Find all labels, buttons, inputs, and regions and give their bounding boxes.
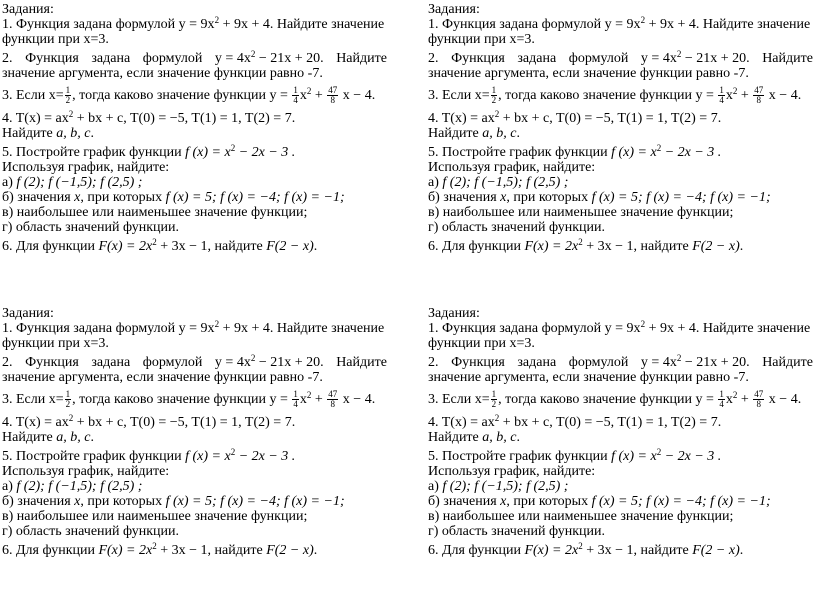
task-5a: а) f (2); f (−1,5); f (2,5) ; <box>2 479 143 494</box>
fraction: $\frac{47}{8}$ <box>328 85 338 106</box>
task-5d: г) область значений функции. <box>2 220 179 235</box>
task-6: 6. Для функции $F(x) = 2x^2 + 3x - 1$, найдите F(2 − x). <box>428 237 744 254</box>
fraction: $\frac{47}{8}$ <box>328 389 338 410</box>
task-4-cont: Найдите a, b, c. <box>2 126 94 141</box>
fraction: $\frac{1}{4}$ <box>719 85 724 106</box>
formula: $y = 9x^2 + 9x + 4$ <box>604 15 696 32</box>
fraction: $\frac{1}{4}$ <box>293 85 298 106</box>
task-5c: в) наибольшее или наименьшее значение функции; <box>2 509 308 524</box>
task-2: 2. Функция задана формулой $y = 4x^2 - 21x + 20$. Найдите <box>2 49 387 66</box>
task-4: 4. $T(x) = ax^2$ + bx + c, T(0) = −5, T(1) = 1, T(2) = 7. <box>428 109 722 126</box>
task-5c: в) наибольшее или наименьшее значение функции; <box>428 205 734 220</box>
fraction: $\frac{1}{2}$ <box>491 389 497 410</box>
task-3: 3. Если x= $\frac{1}{2}$ , тогда каково значение функции y = $\frac{1}{4}$ $x^2$ + $\frac{47}{8}$ x − 4. <box>428 85 802 106</box>
task-4-cont: Найдите a, b, c. <box>428 126 520 141</box>
task-5c: в) наибольшее или наименьшее значение функции; <box>428 509 734 524</box>
fraction: $\frac{47}{8}$ <box>754 389 764 410</box>
formula: $y = 9x^2 + 9x + 4$ <box>178 15 270 32</box>
task-block-2 <box>428 2 813 254</box>
task-5a: а) f (2); f (−1,5); f (2,5) ; <box>2 175 143 190</box>
task-5b: б) значения x, при которых f (x) = 5; f (x) = −4; f (x) = −1; <box>428 190 771 205</box>
task-1-cont: функции при x=3. <box>2 32 109 47</box>
task-4-cont: Найдите a, b, c. <box>428 430 520 445</box>
task-5d: г) область значений функции. <box>428 524 605 539</box>
formula: $y = 9x^2 + 9x + 4$ <box>178 319 270 336</box>
task-5: 5. Постройте график функции f $(x) = x^2 - 2x - 3$ . <box>2 143 296 160</box>
task-4: 4. $T(x) = ax^2$ + bx + c, T(0) = −5, T(1) = 1, T(2) = 7. <box>428 413 722 430</box>
task-2: 2. Функция задана формулой $y = 4x^2 - 21x + 20$. Найдите <box>428 49 813 66</box>
formula: $y = 4x^2 - 21x + 20$. <box>214 353 324 370</box>
task-4: 4. $T(x) = ax^2$ + bx + c, T(0) = −5, T(1) = 1, T(2) = 7. <box>2 109 296 126</box>
task-2-cont: значение аргумента, если значение функции равно -7. <box>428 66 749 81</box>
task-5-instruction: Используя график, найдите: <box>2 464 170 479</box>
task-block-1 <box>2 2 387 254</box>
block-title: Задания: <box>2 306 54 321</box>
block-title: Задания: <box>2 2 54 17</box>
task-6: 6. Для функции $F(x) = 2x^2 + 3x - 1$, найдите F(2 − x). <box>2 541 318 558</box>
task-3: 3. Если x= $\frac{1}{2}$ , тогда каково значение функции y = $\frac{1}{4}$ $x^2$ + $\frac{47}{8}$ x − 4. <box>2 389 376 410</box>
task-4: 4. $T(x) = ax^2$ + bx + c, T(0) = −5, T(1) = 1, T(2) = 7. <box>2 413 296 430</box>
task-block-3 <box>2 306 387 558</box>
formula: $y = 4x^2 - 21x + 20$. <box>640 49 750 66</box>
task-5b: б) значения x, при которых f (x) = 5; f (x) = −4; f (x) = −1; <box>2 494 345 509</box>
task-1: 1. Функция задана формулой $y = 9x^2 + 9x + 4$. Найдите значение <box>2 15 385 32</box>
fraction: $\frac{1}{2}$ <box>65 389 71 410</box>
task-2-cont: значение аргумента, если значение функции равно -7. <box>2 66 323 81</box>
task-block-4 <box>428 306 813 558</box>
task-5d: г) область значений функции. <box>428 220 605 235</box>
task-1: 1. Функция задана формулой $y = 9x^2 + 9x + 4$. Найдите значение <box>2 319 385 336</box>
block-title: Задания: <box>428 2 480 17</box>
task-2-cont: значение аргумента, если значение функции равно -7. <box>428 370 749 385</box>
task-5d: г) область значений функции. <box>2 524 179 539</box>
task-5: 5. Постройте график функции f $(x) = x^2 - 2x - 3$ . <box>428 447 722 464</box>
task-4-cont: Найдите a, b, c. <box>2 430 94 445</box>
task-5b: б) значения x, при которых f (x) = 5; f (x) = −4; f (x) = −1; <box>2 190 345 205</box>
fraction: $\frac{47}{8}$ <box>754 85 764 106</box>
formula: $y = 4x^2 - 21x + 20$. <box>640 353 750 370</box>
task-5-instruction: Используя график, найдите: <box>2 160 170 175</box>
task-5: 5. Постройте график функции f $(x) = x^2 - 2x - 3$ . <box>428 143 722 160</box>
block-title: Задания: <box>428 306 480 321</box>
task-5-instruction: Используя график, найдите: <box>428 160 596 175</box>
fraction: $\frac{1}{2}$ <box>491 85 497 106</box>
task-2: 2. Функция задана формулой $y = 4x^2 - 21x + 20$. Найдите <box>428 353 813 370</box>
task-5-instruction: Используя график, найдите: <box>428 464 596 479</box>
task-6: 6. Для функции $F(x) = 2x^2 + 3x - 1$, найдите F(2 − x). <box>428 541 744 558</box>
task-3: 3. Если x= $\frac{1}{2}$ , тогда каково значение функции y = $\frac{1}{4}$ $x^2$ + $\frac{47}{8}$ x − 4. <box>428 389 802 410</box>
task-5b: б) значения x, при которых f (x) = 5; f (x) = −4; f (x) = −1; <box>428 494 771 509</box>
fraction: $\frac{1}{4}$ <box>293 389 298 410</box>
task-1-cont: функции при x=3. <box>2 336 109 351</box>
task-5a: а) f (2); f (−1,5); f (2,5) ; <box>428 175 569 190</box>
fraction: $\frac{1}{4}$ <box>719 389 724 410</box>
task-2: 2. Функция задана формулой $y = 4x^2 - 21x + 20$. Найдите <box>2 353 387 370</box>
task-1: 1. Функция задана формулой $y = 9x^2 + 9x + 4$. Найдите значение <box>428 319 811 336</box>
task-1-cont: функции при x=3. <box>428 336 535 351</box>
formula: $y = 9x^2 + 9x + 4$ <box>604 319 696 336</box>
task-3: 3. Если x= $\frac{1}{2}$ , тогда каково значение функции y = $\frac{1}{4}$ $x^2$ + $\frac{47}{8}$ x − 4. <box>2 85 376 106</box>
task-5: 5. Постройте график функции f $(x) = x^2 - 2x - 3$ . <box>2 447 296 464</box>
formula: $y = 4x^2 - 21x + 20$. <box>214 49 324 66</box>
task-1-cont: функции при x=3. <box>428 32 535 47</box>
task-5c: в) наибольшее или наименьшее значение функции; <box>2 205 308 220</box>
task-5a: а) f (2); f (−1,5); f (2,5) ; <box>428 479 569 494</box>
fraction: $\frac{1}{2}$ <box>65 85 71 106</box>
task-6: 6. Для функции $F(x) = 2x^2 + 3x - 1$, найдите F(2 − x). <box>2 237 318 254</box>
task-2-cont: значение аргумента, если значение функции равно -7. <box>2 370 323 385</box>
task-1: 1. Функция задана формулой $y = 9x^2 + 9x + 4$. Найдите значение <box>428 15 811 32</box>
